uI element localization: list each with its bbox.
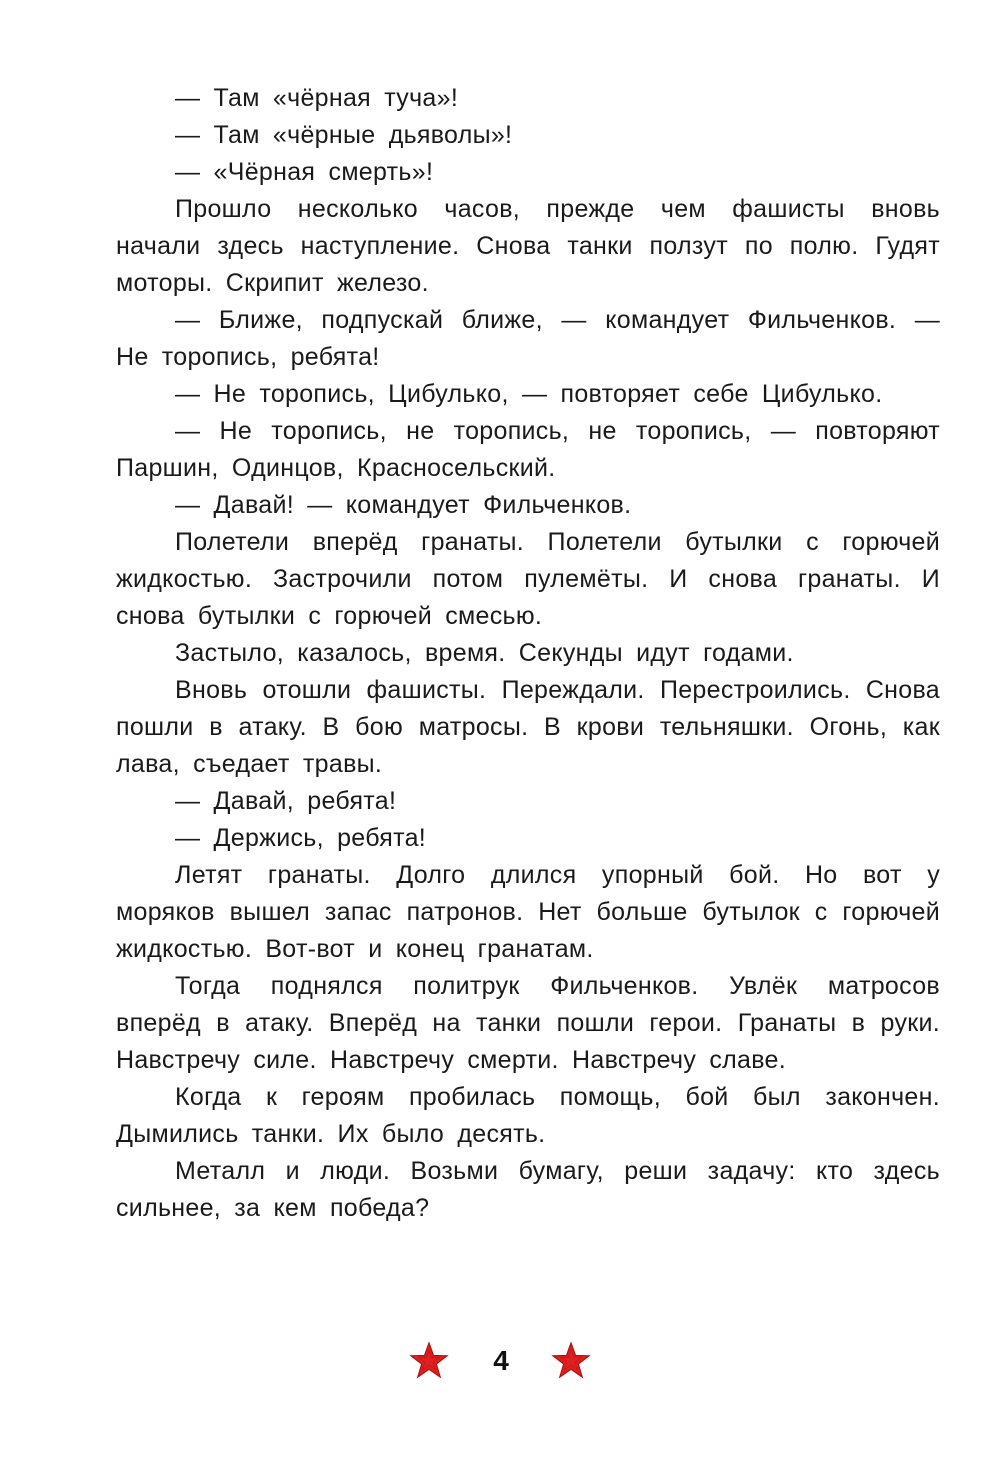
- paragraph-4: Прошло несколько часов, прежде чем фашисты вновь начали здесь наступление. Снова танки ползут по полю. Гудят моторы. Скрипит железо.: [116, 195, 940, 297]
- page-number: 4: [493, 1345, 509, 1376]
- paragraph-16: Когда к героям пробилась помощь, бой был закончен. Дымились танки. Их было десять.: [116, 1083, 940, 1148]
- paragraph-8: — Давай! — командует Фильченков.: [175, 491, 632, 519]
- paragraph-6: — Не торопись, Цибулько, — повторяет себе Цибулько.: [175, 380, 883, 408]
- paragraph-13: — Держись, ребята!: [175, 824, 427, 852]
- paragraph-17: Металл и люди. Возьми бумагу, реши задачу: кто здесь сильнее, за кем победа?: [116, 1157, 940, 1222]
- page-footer: [0, 1336, 1000, 1386]
- paragraph-7: — Не торопись, не торопись, не торопись, — повторяют Паршин, Одинцов, Красносельский.: [116, 417, 940, 482]
- page-body: [116, 80, 940, 1227]
- paragraph-14: Летят гранаты. Долго длился упорный бой. Но вот у моряков вышел запас патронов. Нет больше бутылок с горючей жидкостью. Вот-вот и конец гранатам.: [116, 861, 940, 963]
- paragraph-9: Полетели вперёд гранаты. Полетели бутылки с горючей жидкостью. Застрочили потом пулемёты. И снова гранаты. И снова бутылки с горючей смесью.: [116, 528, 940, 630]
- paragraph-11: Вновь отошли фашисты. Переждали. Перестроились. Снова пошли в атаку. В бою матросы. В крови тельняшки. Огонь, как лава, съедает травы.: [116, 676, 940, 778]
- paragraph-5: — Ближе, подпускай ближе, — командует Фильченков. — Не торопись, ребята!: [116, 306, 940, 371]
- red-star-icon: [551, 1341, 591, 1381]
- paragraph-15: Тогда поднялся политрук Фильченков. Увлёк матросов вперёд в атаку. Вперёд на танки пошли герои. Гранаты в руки. Навстречу силе. Навстречу смерти. Навстречу славе.: [116, 972, 940, 1074]
- red-star-icon: [409, 1341, 449, 1381]
- paragraph-3: — «Чёрная смерть»!: [175, 158, 434, 186]
- paragraph-10: Застыло, казалось, время. Секунды идут годами.: [175, 639, 794, 667]
- paragraph-2: — Там «чёрные дьяволы»!: [175, 121, 513, 149]
- paragraph-1: — Там «чёрная туча»!: [175, 84, 459, 112]
- paragraph-12: — Давай, ребята!: [175, 787, 397, 815]
